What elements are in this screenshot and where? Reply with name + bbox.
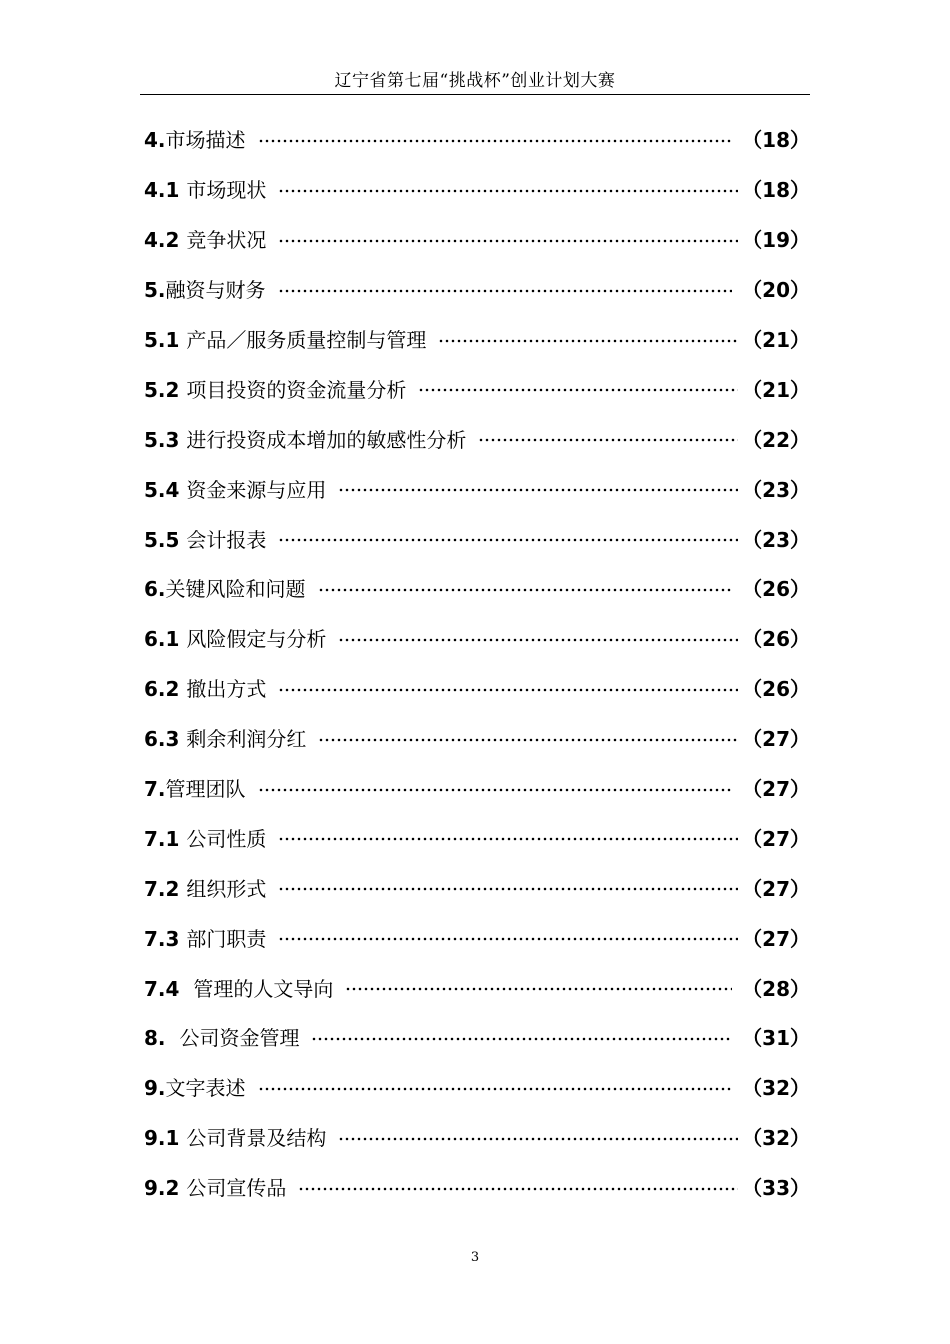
toc-entry-title: 公司性质	[186, 826, 267, 851]
toc-entry-number: 6.	[144, 577, 166, 602]
toc-entry-page: （26）	[742, 677, 810, 702]
toc-entry-number: 5.1	[144, 328, 187, 352]
toc-entry-number: 7.4	[144, 976, 194, 1001]
toc-entry[interactable]	[144, 812, 810, 862]
toc-entry-page: （20）	[742, 278, 810, 303]
toc-leader-dots	[258, 788, 733, 792]
toc-entry-title: 部门职责	[186, 926, 267, 951]
toc-entry-title: 竞争状况	[186, 228, 267, 253]
toc-leader-dots	[278, 289, 733, 293]
toc-entry-label	[144, 823, 266, 852]
toc-entry-title: 进行投资成本增加的敏感性分析	[186, 427, 467, 452]
toc-entry-title: 撤出方式	[186, 677, 267, 702]
toc-entry-label	[144, 923, 266, 952]
toc-entry-number: 6.1	[144, 627, 187, 652]
toc-entry[interactable]	[144, 363, 810, 413]
toc-entry-title: 产品／服务质量控制与管理	[186, 328, 427, 352]
toc-entry-label	[144, 623, 326, 652]
toc-leader-dots	[258, 1087, 733, 1091]
toc-leader-dots	[345, 987, 732, 991]
toc-entry-number: 5.4	[144, 477, 187, 502]
toc-entry[interactable]	[144, 214, 810, 264]
toc-entry-page: （28）	[742, 976, 810, 1001]
toc-entry-page: （21）	[742, 377, 810, 402]
toc-leader-dots	[278, 538, 738, 542]
toc-entry-label	[144, 324, 426, 353]
toc-entry-page: （19）	[742, 228, 810, 253]
toc-entry[interactable]	[144, 1112, 810, 1162]
toc-entry[interactable]	[144, 1062, 810, 1112]
toc-leader-dots	[438, 339, 738, 343]
toc-entry-label	[144, 1122, 326, 1151]
toc-leader-dots	[338, 638, 738, 642]
toc-entry-page: （27）	[742, 876, 810, 901]
toc-entry-page: （27）	[742, 777, 810, 802]
toc-entry-title: 市场描述	[165, 128, 246, 153]
toc-entry[interactable]	[144, 663, 810, 713]
toc-entry-number: 7.3	[144, 926, 187, 951]
toc-entry[interactable]	[144, 164, 810, 214]
toc-entry-page: （26）	[742, 627, 810, 652]
toc-entry-title: 文字表述	[165, 1076, 246, 1101]
toc-entry[interactable]	[144, 264, 810, 314]
toc-leader-dots	[278, 688, 738, 692]
toc-entry[interactable]	[144, 862, 810, 912]
toc-leader-dots	[258, 139, 733, 143]
toc-entry-title: 公司背景及结构	[186, 1126, 327, 1151]
toc-entry-title: 资金来源与应用	[186, 477, 327, 502]
toc-entry-page: （31）	[742, 1026, 810, 1051]
toc-entry-label	[144, 274, 266, 303]
toc-entry-title: 管理的人文导向	[193, 976, 334, 1001]
toc-leader-dots	[278, 937, 738, 941]
toc-entry-number: 5.	[144, 278, 166, 303]
toc-entry-page: （18）	[742, 178, 810, 203]
toc-entry-page: （22）	[742, 427, 810, 452]
toc-entry-page: （27）	[742, 826, 810, 851]
toc-entry-label	[144, 1072, 246, 1101]
toc-entry-number: 7.2	[144, 876, 187, 901]
toc-entry[interactable]	[144, 962, 810, 1012]
toc-entry[interactable]	[144, 413, 810, 463]
toc-entry-number: 7.1	[144, 826, 187, 851]
toc-entry-number: 4.2	[144, 228, 187, 253]
toc-entry-label	[144, 424, 466, 453]
toc-entry-page: （33）	[742, 1176, 810, 1201]
table-of-contents	[144, 114, 810, 1212]
toc-entry-number: 9.1	[144, 1126, 187, 1151]
toc-entry-label	[144, 1022, 299, 1051]
toc-entry-label	[144, 524, 266, 553]
page-header-title: 辽宁省第七届“挑战杯”创业计划大赛	[334, 71, 616, 91]
toc-entry-title: 项目投资的资金流量分析	[186, 377, 407, 402]
toc-entry-title: 市场现状	[186, 178, 267, 203]
toc-entry-page: （27）	[742, 926, 810, 951]
toc-entry-title: 会计报表	[186, 527, 267, 552]
toc-entry-title: 管理团队	[165, 777, 246, 802]
toc-entry[interactable]	[144, 763, 810, 813]
toc-entry-page: （23）	[742, 477, 810, 502]
toc-entry-number: 7.	[144, 777, 166, 802]
toc-entry-number: 6.2	[144, 677, 187, 702]
toc-leader-dots	[318, 738, 738, 742]
toc-entry[interactable]	[144, 1012, 810, 1062]
toc-leader-dots	[278, 189, 738, 193]
toc-entry[interactable]	[144, 713, 810, 763]
toc-entry-label	[144, 773, 246, 802]
header-divider	[140, 94, 810, 95]
toc-entry-title: 风险假定与分析	[186, 627, 327, 652]
toc-entry-page: （26）	[742, 577, 810, 602]
toc-entry-number: 9.	[144, 1076, 166, 1101]
toc-entry[interactable]	[144, 613, 810, 663]
toc-entry-title: 公司宣传品	[186, 1176, 287, 1201]
toc-leader-dots	[311, 1037, 732, 1041]
toc-entry-number: 9.2	[144, 1176, 187, 1201]
toc-entry-title: 剩余利润分红	[186, 727, 307, 752]
page-number: 3	[470, 1250, 480, 1265]
toc-leader-dots	[418, 388, 738, 392]
toc-entry-label	[144, 474, 326, 503]
toc-entry-label	[144, 723, 306, 752]
toc-leader-dots	[338, 1137, 738, 1141]
toc-entry-number: 5.5	[144, 527, 187, 552]
toc-entry-title: 关键风险和问题	[165, 577, 306, 602]
toc-entry-title: 组织形式	[186, 876, 267, 901]
toc-entry[interactable]	[144, 463, 810, 513]
toc-entry-page: （23）	[742, 527, 810, 552]
toc-leader-dots	[278, 887, 738, 891]
toc-entry-number: 8.	[144, 1026, 180, 1051]
toc-leader-dots	[318, 588, 733, 592]
toc-entry-label	[144, 973, 333, 1002]
toc-entry-number: 5.2	[144, 377, 187, 402]
toc-entry-number: 4.	[144, 128, 166, 153]
toc-entry-number: 6.3	[144, 727, 187, 752]
toc-entry[interactable]	[144, 114, 810, 164]
toc-entry-page: （32）	[742, 1126, 810, 1151]
toc-entry[interactable]	[144, 513, 810, 563]
toc-entry-label	[144, 573, 306, 602]
toc-entry-page: （32）	[742, 1076, 810, 1101]
toc-entry[interactable]	[144, 314, 810, 364]
toc-entry-label	[144, 124, 246, 153]
toc-entry[interactable]	[144, 1162, 810, 1212]
toc-entry-label	[144, 174, 266, 203]
toc-leader-dots	[278, 239, 738, 243]
toc-entry-title: 融资与财务	[165, 278, 266, 303]
toc-leader-dots	[278, 837, 738, 841]
toc-entry-page: （21）	[742, 328, 810, 352]
toc-entry-label	[144, 1172, 286, 1201]
toc-entry-page: （27）	[742, 727, 810, 752]
toc-leader-dots	[298, 1187, 738, 1191]
toc-entry-page: （18）	[742, 128, 810, 153]
toc-entry-label	[144, 873, 266, 902]
toc-entry-number: 5.3	[144, 427, 187, 452]
toc-entry-label	[144, 673, 266, 702]
toc-leader-dots	[478, 438, 738, 442]
toc-entry-label	[144, 224, 266, 253]
toc-entry-title: 公司资金管理	[179, 1026, 300, 1051]
toc-entry-number: 4.1	[144, 178, 187, 203]
toc-leader-dots	[338, 488, 738, 492]
toc-entry[interactable]	[144, 563, 810, 613]
toc-entry[interactable]	[144, 912, 810, 962]
toc-entry-label	[144, 374, 406, 403]
